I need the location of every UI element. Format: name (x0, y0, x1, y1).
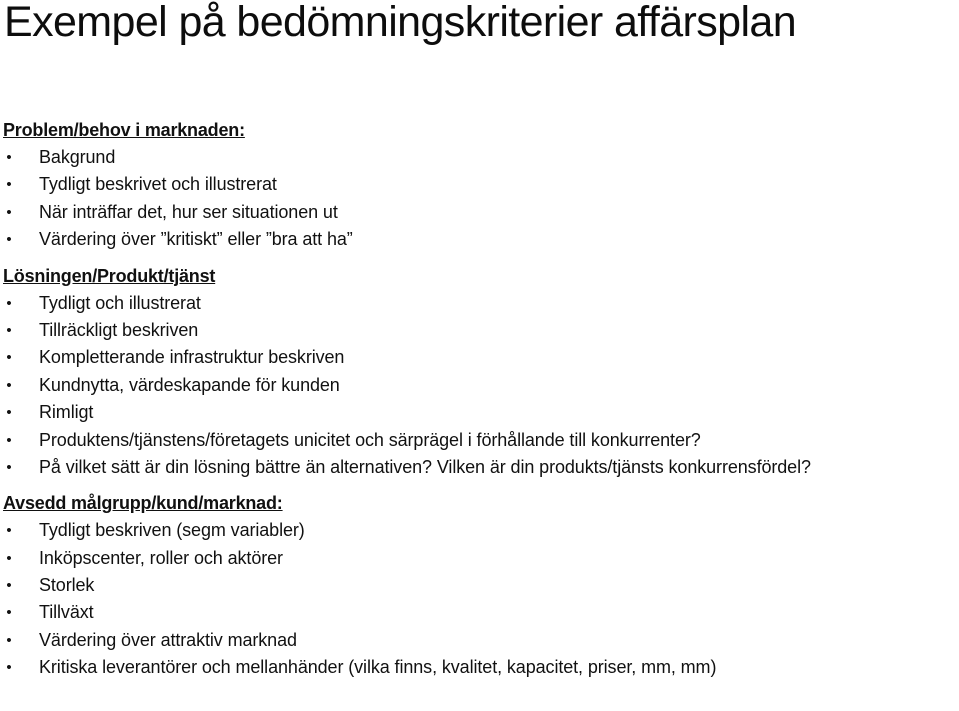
list-item (3, 517, 959, 544)
list-item (3, 144, 959, 171)
bullet-icon: • (6, 231, 12, 249)
list-item (3, 572, 959, 599)
list-item-text: Tydligt beskrivet och illustrerat (39, 174, 277, 195)
list-item-text: Bakgrund (39, 147, 116, 167)
bullet-icon: • (6, 321, 12, 339)
list-item-text: Tydligt och illustrerat (39, 292, 201, 313)
list-item (3, 545, 959, 572)
list-item-text: Tydligt beskriven (segm variabler) (39, 520, 305, 541)
bullet-list (3, 517, 959, 681)
slide-content (3, 117, 959, 682)
list-item-text: Värdering över ”kritiskt” eller ”bra att ha” (39, 229, 353, 250)
bullet-icon: • (6, 176, 12, 194)
list-item (3, 317, 959, 344)
bullet-icon: • (6, 458, 12, 476)
section-solution (3, 263, 959, 482)
section-problem (3, 117, 959, 254)
section-heading: Avsedd målgrupp/kund/marknad: (3, 493, 283, 514)
list-item-text: Produktens/tjänstens/företagets unicitet och särprägel i förhållande till konkurrenter? (39, 429, 701, 450)
bullet-list (3, 290, 959, 482)
list-item (3, 599, 959, 626)
list-item (3, 627, 959, 654)
bullet-icon: • (6, 294, 12, 312)
list-item (3, 654, 959, 681)
bullet-icon: • (6, 549, 12, 567)
list-item-text: Tillväxt (39, 602, 94, 623)
list-item (3, 344, 959, 371)
list-item (3, 226, 959, 253)
list-item-text: Kompletterande infrastruktur beskriven (39, 347, 345, 368)
list-item-text: Rimligt (39, 402, 94, 423)
list-item (3, 372, 959, 399)
bullet-icon: • (6, 604, 12, 622)
bullet-icon: • (6, 522, 12, 540)
bullet-icon: • (6, 431, 12, 449)
list-item-text: Tillräckligt beskriven (39, 319, 199, 340)
list-item-text: Inköpscenter, roller och aktörer (39, 547, 283, 568)
section-heading: Lösningen/Produkt/tjänst (3, 265, 216, 286)
list-item (3, 399, 959, 426)
bullet-icon: • (6, 631, 12, 649)
list-item (3, 290, 959, 317)
list-item-text: Kundnytta, värdeskapande för kunden (39, 374, 340, 395)
list-item (3, 427, 959, 454)
page-title: Exempel på bedömningskriterier affärsplan (4, 0, 797, 46)
list-item-text: Kritiska leverantörer och mellanhänder (vilka finns, kvalitet, kapacitet, priser, mm, mm) (39, 657, 717, 678)
list-item-text: Värdering över attraktiv marknad (39, 629, 297, 650)
bullet-icon: • (6, 659, 12, 677)
list-item-text: Storlek (39, 575, 95, 596)
list-item (3, 171, 959, 198)
bullet-icon: • (6, 203, 12, 221)
bullet-icon: • (6, 349, 12, 367)
section-heading: Problem/behov i marknaden: (3, 120, 245, 140)
list-item-text: När inträffar det, hur ser situationen ut (39, 201, 338, 222)
bullet-icon: • (6, 149, 12, 166)
section-target-market (3, 490, 959, 681)
bullet-list (3, 144, 959, 254)
list-item-text: På vilket sätt är din lösning bättre än alternativen? Vilken är din produkts/tjänsts konkurrensfördel? (39, 456, 811, 477)
list-item (3, 454, 959, 481)
bullet-icon: • (6, 404, 12, 422)
bullet-icon: • (6, 577, 12, 595)
bullet-icon: • (6, 376, 12, 394)
list-item (3, 199, 959, 226)
